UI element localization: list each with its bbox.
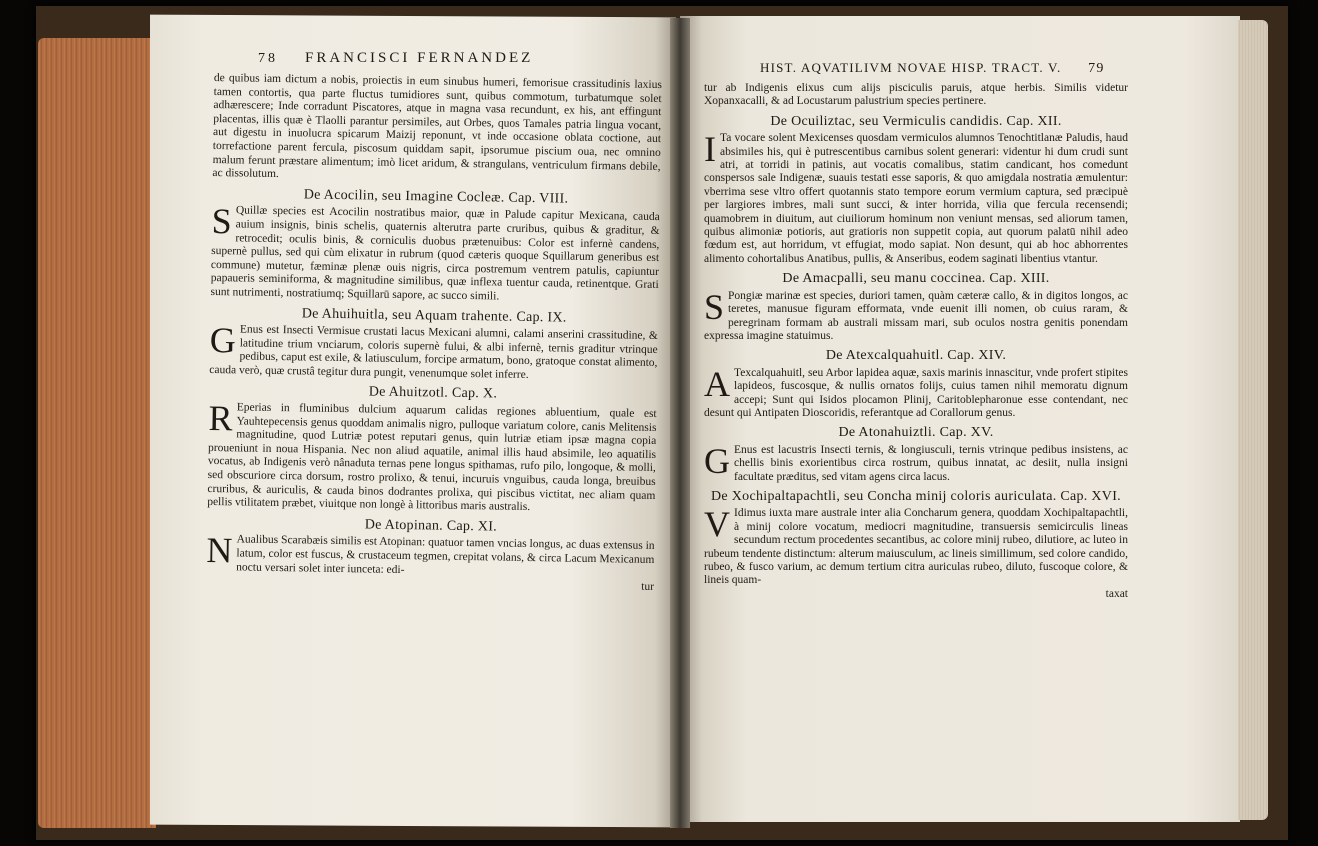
section-heading: De Atopinan. Cap. XI. [364, 517, 498, 535]
left-opening-paragraph: de quibus iam dictum a nobis, proiectis in eum sinubus humeri, femorisue crassitudinis laxius tamen contortis, qua parte fluctus tumidiores sunt, quibus commotum, turbatumque solet adhærescere; Inde corradunt Piscatores, atque in magna vasa recundunt, ex his, ant effingunt placentas, illis quæ è Tlaolli parantur persimiles, aut Orbes, quos Tamales patria lingua vocant, aut digestu in inuolucra spicarum Maizij reponunt, vt inde occasione oblata coctione, aut torrefactione parent fercula, piscosum quiddam sapit, ipsorumue piscium oua, nec omnino malum ferunt præstare alimentum; imò licet aridum, & strangulans, ventriculum firmans debile, ac dissolutum. [212, 72, 662, 181]
drop-capital: S [211, 201, 232, 242]
drop-capital: G [209, 320, 237, 361]
section-cap-xiv [704, 349, 1128, 420]
section-cap-xi [206, 516, 655, 581]
right-text-column [704, 82, 1128, 601]
section-heading: De Xochipaltapachtli, seu Concha minij coloris auriculata. Cap. XVI. [711, 488, 1121, 504]
section-heading: De Acocilin, seu Imagine Cocleæ. Cap. VIII. [303, 187, 569, 207]
drop-capital: I [704, 129, 716, 170]
section-cap-xii [704, 115, 1128, 266]
section-text: Pongiæ marinæ est species, duriori tamen, quàm cæteræ callo, & in digitos longos, ac teretes, manusue figuram efformata, vnde euenit illi nomen, ob cuius raram, & peregrinam formam ab australi missam mari, sub oculos nostra genitis ponendam expressa imagine statuimus. [704, 289, 1128, 342]
section-text: Eperias in fluminibus dulcium aquarum calidas regiones abluentium, quale est Yauhtepecensis genus quoddam animalis nigro, pulloque variatum colore, canis Melitensis magnitudine, quod Lutriæ potest reputari genus, quin lutriæ etiam ipsæ magna copia proueniunt in noua Hispania. Nec non aliud aquatile, animal illis haud absimile, leo aquatilis vocatus, ab Indigenis verò nânaduta ternas pene longus spithamas, rufo pilo, longoque, & molli, sed obscuriore circa dorsum, rostro prolixo, & tenui, incuruis vnguibus, cauda longa, breuibus cruribus, & auriculis, & cauda binos dodrantes prolixa, qui piscibus victitat, nec aliam quam pellis vtilitatem præbet, viuitque non longè à littoribus maris australis. [207, 401, 657, 514]
left-page-number: 78 [258, 51, 278, 66]
section-cap-viii [210, 187, 660, 307]
section-heading: De Ahuitzotl. Cap. X. [368, 384, 498, 402]
left-catchword: tur [641, 580, 655, 594]
section-text: Enus est Insecti Vermisue crustati lacus Mexicani alumni, calami anserini crassitudine, & latitudine trium vnciarum, coloris supernè fului, & albi infernè, ternis graditur vtrinque pedibus, caput est exile, & latiusculum, forcipe armatum, bono, gratoque constat alimento, cauda verò, quæ crustâ tegitur dura pungit, venenumque solet inferre. [209, 323, 659, 381]
right-page-number: 79 [1088, 61, 1105, 76]
section-cap-xvi [704, 490, 1128, 588]
section-text: Texcalquahuitl, seu Arbor lapidea aquæ, saxis marinis innascitur, vnde profert stipites lapideos, fuscosque, & nullis ornatos folijs, cuius tamen nihil memoratu dignum accepi; Sunt qui Isidos plocamon Plinij, Caritoblepharonue esse contendant, nec desunt qui Antipaten Dioscoridis, referantque ad Corallorum genus. [704, 366, 1128, 419]
section-cap-ix [209, 305, 658, 384]
drop-capital: S [704, 286, 725, 327]
section-heading: De Atexcalquahuitl. Cap. XIV. [825, 348, 1007, 364]
section-cap-xv [704, 426, 1128, 484]
drop-capital: G [704, 440, 730, 481]
section-heading: De Atonahuiztli. Cap. XV. [838, 425, 994, 441]
drop-capital: V [704, 504, 730, 545]
section-cap-x [207, 383, 657, 516]
section-text: Aualibus Scarabæis similis est Atopinan: quatuor tamen vncias longus, ac duas extensus in latum, color est fuscus, & crustaceum tegmen, crepitat volans, & circa Lacum Mexicanum noctu versari solet inter iunceta: edi- [236, 533, 655, 576]
section-text: Idimus iuxta mare australe inter alia Concharum genera, quoddam Xochipaltapachtli, à minij colore vocatum, mediocri magnitudine, transuersis semicirculis lineas secundum rectum procedentes secantibus, ac colore minij rubeo, dilutiore, ac luteo in rubeum tendente distinctum: alterum maiusculum, ac lineis simillimum, sed colore candido, rubeo, & fusco varium, ac demum tertium citra auriculas rubeo, diluto, fuscoque colore, & lineis quam- [704, 507, 1128, 587]
drop-capital: R [208, 398, 233, 439]
left-text-column [206, 72, 662, 595]
page-edges-left [38, 38, 156, 828]
section-cap-xiii [704, 272, 1128, 343]
right-opening-paragraph: tur ab Indigenis elixus cum alijs pisciculis paruis, atque herbis. Similis videtur Xopanxacalli, & ad Locustarum palustrium species pertinere. [704, 82, 1128, 108]
right-catchword: taxat [1105, 587, 1128, 600]
book-gutter [670, 18, 690, 828]
section-heading: De Ahuihuitla, seu Aquam trahente. Cap. IX. [301, 305, 567, 326]
section-text: Quillæ species est Acocilin nostratibus maior, quæ in Palude capitur Mexicana, cauda auium insignis, binis schelis, quaternis alterutra parte cruribus, quibus & graditur, & retrocedit; oculis binis, & corniculis duobus prætenuibus: Color est infernè candens, supernè pullus, sed qui cùm elixatur in rubrum (quod cæteris quoque Squillarum generibus est commune) mutetur, fæminæ plenæ ouis nigris, circa postremum ventrem patulis, capiuntur papaueris seminiforma, & magnitudine similibus, quæ inflexa tuentur cauda, retinentque. Grati sunt nutrimenti, nostratiumq; Squillarū sapore, ac succo simili. [210, 204, 660, 303]
page-edges-right [1238, 20, 1268, 820]
drop-capital: A [704, 363, 730, 404]
section-text: Ta vocare solent Mexicenses quosdam vermiculos alumnos Tenochtitlanæ Paludis, haud absimiles his, qui è putrescentibus carnibus solent generari: videntur hi dum crudi sunt atri, at torridi in patinis, aut vocatis comalibus, statim candicant, hos comedunt conspersos sale Indigenæ, suauis testati esse saporis, & quo amigdala nostratia æmulentur: vberrima sese vltro offert quotannis stato tempore eorum vermium captura, sed præcipuè per largiores imbres, mali sunt succi, & inter horrida, vilia que fercula recensendi; quamobrem in diuitum, aut ciuiliorum hominum non veniunt mensas, sed aliorum tamen, quibus alimoniæ potioris, aut gratioris non suppetit copia, aut quorum palatū nihil adeo fœdum est, aut horridum, vt effugiat, modo sapiat. Non desunt, qui ab hoc abhorrentes alimento cohortalibus Anatibus, pullis, & Anseribus, eodem saginati libentius vtantur. [704, 132, 1128, 265]
section-heading: De Amacpalli, seu manu coccinea. Cap. XIII. [782, 271, 1050, 287]
left-running-title: FRANCISCI FERNANDEZ [305, 50, 534, 66]
left-running-head [258, 50, 533, 67]
section-heading: De Ocuiliztac, seu Vermiculis candidis. Cap. XII. [770, 113, 1062, 129]
section-text: Enus est lacustris Insecti ternis, & longiusculi, ternis vtrinque pedibus insistens, ac chellis binis exorientibus circa rostrum, quibus innatat, ac desiit, nulla insigni facultate præditus, sed vitam agens circa lacus. [734, 443, 1128, 483]
drop-capital: N [206, 530, 233, 571]
right-running-head [760, 60, 1105, 77]
right-running-title: HIST. AQVATILIVM NOVAE HISP. TRACT. V. [760, 60, 1062, 75]
